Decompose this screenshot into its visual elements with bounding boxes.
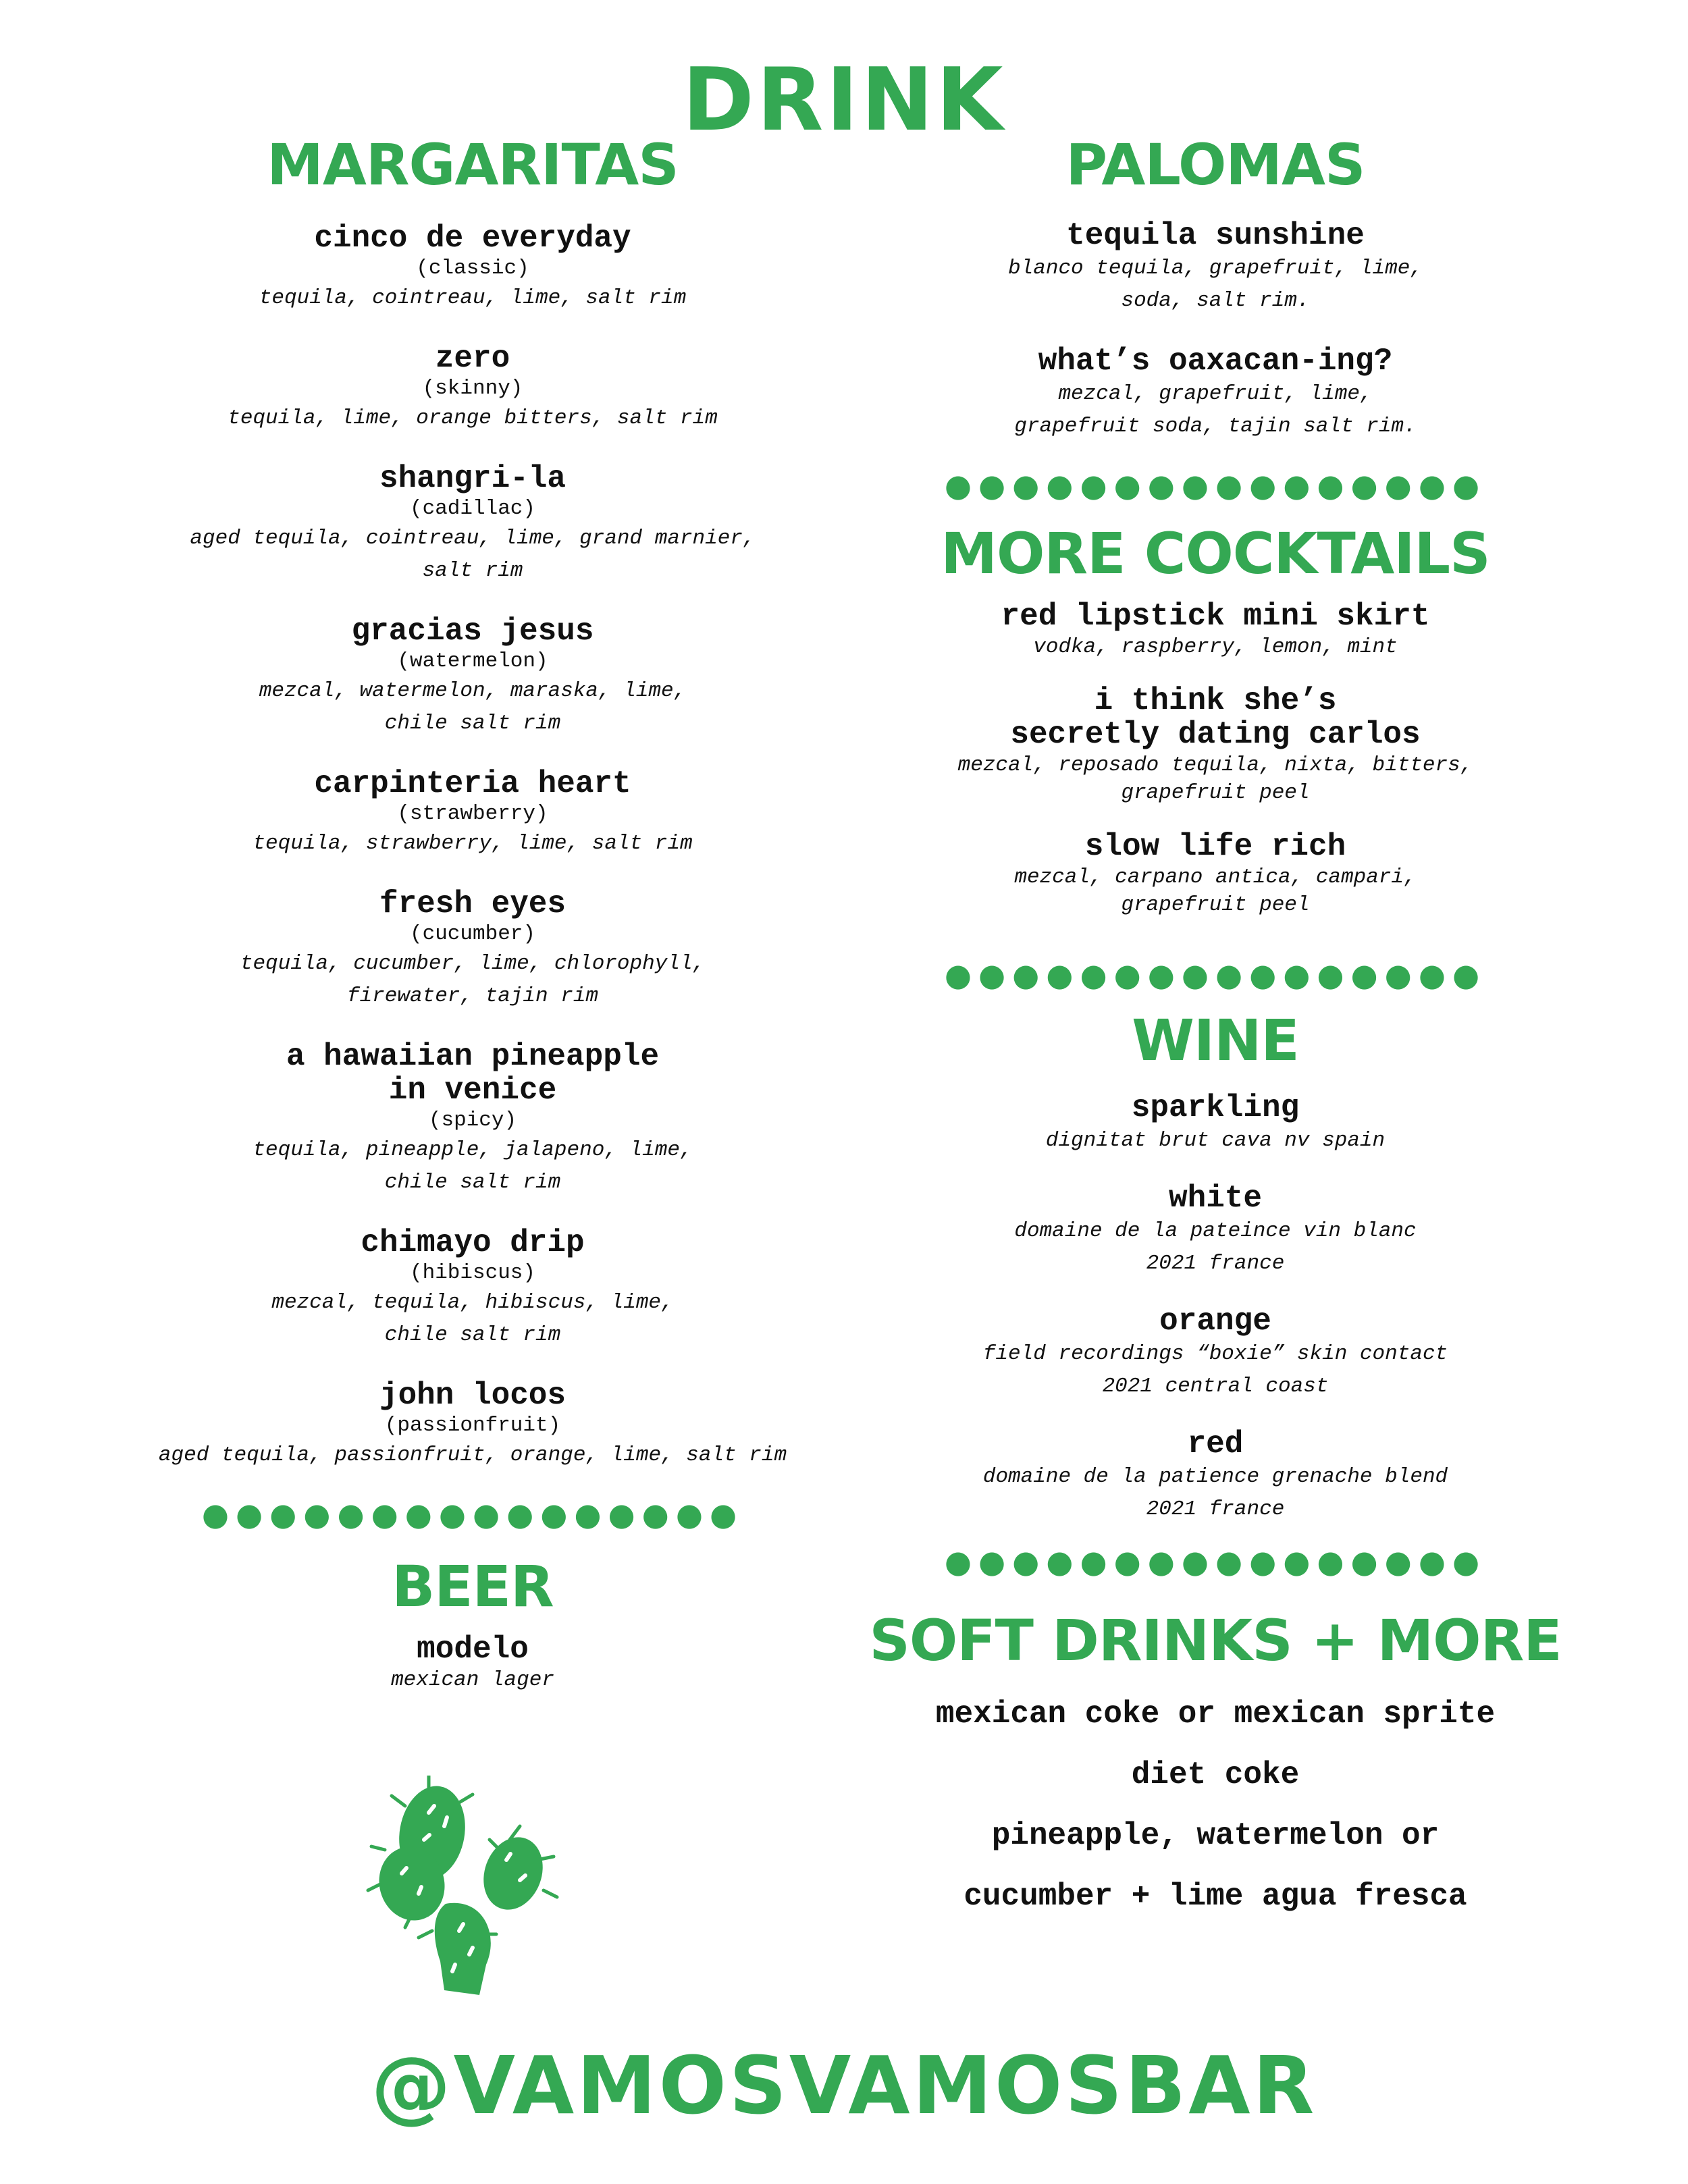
item-name: zero <box>435 341 510 377</box>
item-name: tequila sunshine <box>1066 218 1365 254</box>
paloma-item <box>837 344 1593 443</box>
item-ingredients: aged tequila, passionfruit, orange, lime, salt rim <box>158 1443 787 1468</box>
margarita-item <box>81 767 864 860</box>
soft-drink-line: pineapple, watermelon or <box>991 1817 1440 1853</box>
item-style: (watermelon) <box>397 649 548 674</box>
margarita-item <box>81 887 864 1013</box>
item-name: cinco de everyday <box>314 221 631 257</box>
item-ingredients: mezcal, grapefruit, lime, grapefruit soda, tajin salt rim. <box>1014 382 1417 439</box>
margaritas-heading: MARGARITAS <box>267 132 679 198</box>
item-name: i think she’s secretly dating carlos <box>1010 683 1421 753</box>
margarita-item <box>81 1040 864 1199</box>
margarita-item <box>81 614 864 740</box>
item-ingredients: mezcal, tequila, hibiscus, lime, chile salt rim <box>271 1291 674 1348</box>
page-title: DRINK <box>682 50 1006 151</box>
margarita-item <box>81 342 864 435</box>
dot-divider: ●●●●●●●●●●●●●●●● <box>944 467 1487 504</box>
soft-drink-line: diet coke <box>1131 1757 1300 1792</box>
footer-handle: @VAMOSVAMOSBAR <box>371 2039 1317 2132</box>
item-style: (cucumber) <box>409 922 536 947</box>
item-style: (spicy) <box>428 1109 517 1133</box>
soft-drink-line: mexican coke or mexican sprite <box>935 1696 1496 1732</box>
item-name: red <box>1187 1426 1244 1462</box>
item-name: fresh eyes <box>379 886 566 922</box>
cactus-icon <box>365 1776 560 1998</box>
dot-divider: ●●●●●●●●●●●●●●●● <box>944 1543 1487 1580</box>
item-ingredients: field recordings “boxie” skin contact 2021 central coast <box>982 1341 1448 1398</box>
margarita-item <box>81 221 864 315</box>
more-cocktails-heading: MORE COCKTAILS <box>941 521 1490 587</box>
item-name: sparkling <box>1131 1090 1300 1125</box>
right-column <box>837 132 1593 1927</box>
item-name: white <box>1168 1180 1263 1216</box>
left-column <box>81 132 864 1721</box>
wine-item <box>837 1091 1593 1157</box>
beer-heading: BEER <box>392 1553 554 1620</box>
item-ingredients: dignitat brut cava nv spain <box>1045 1128 1386 1152</box>
cocktail-item <box>837 684 1593 807</box>
soft-drinks-heading: SOFT DRINKS + MORE <box>869 1607 1562 1674</box>
item-style: (skinny) <box>422 377 523 401</box>
item-ingredients: mexican lager <box>391 1668 554 1693</box>
item-name: shangri-la <box>379 461 566 497</box>
item-ingredients: tequila, lime, orange bitters, salt rim <box>228 406 718 431</box>
item-ingredients: tequila, strawberry, lime, salt rim <box>253 832 693 856</box>
dot-divider: ●●●●●●●●●●●●●●●● <box>201 1496 744 1533</box>
item-name: carpinteria heart <box>314 766 631 802</box>
item-style: (hibiscus) <box>409 1261 536 1285</box>
item-ingredients: aged tequila, cointreau, lime, grand marnier, salt rim <box>190 527 756 583</box>
margarita-item <box>81 1226 864 1352</box>
item-ingredients: vodka, raspberry, lemon, mint <box>1033 635 1398 660</box>
dot-divider: ●●●●●●●●●●●●●●●● <box>944 957 1487 994</box>
paloma-item <box>837 219 1593 317</box>
item-ingredients: tequila, cucumber, lime, chlorophyll, firewater, tajin rim <box>240 952 706 1009</box>
wine-item <box>837 1181 1593 1280</box>
wine-item <box>837 1427 1593 1526</box>
item-ingredients: mezcal, watermelon, maraska, lime, chile salt rim <box>259 679 687 736</box>
item-name: modelo <box>417 1632 529 1668</box>
item-name: a hawaiian pineapple in venice <box>286 1039 660 1109</box>
item-ingredients: blanco tequila, grapefruit, lime, soda, salt rim. <box>1008 257 1423 313</box>
item-name: orange <box>1159 1303 1271 1339</box>
wine-item <box>837 1304 1593 1403</box>
item-ingredients: domaine de la patience grenache blend 2021 france <box>982 1464 1448 1521</box>
item-style: (classic) <box>416 257 529 281</box>
item-name: what’s oaxacan-ing? <box>1038 344 1393 379</box>
item-style: (cadillac) <box>409 497 536 521</box>
item-style: (strawberry) <box>397 802 548 826</box>
item-ingredients: domaine de la pateince vin blanc 2021 france <box>1014 1219 1417 1275</box>
beer-item <box>81 1632 864 1694</box>
margarita-item <box>81 1379 864 1472</box>
wine-heading: WINE <box>1132 1007 1299 1074</box>
soft-drink-line: cucumber + lime agua fresca <box>964 1878 1467 1914</box>
item-name: john locos <box>379 1378 566 1414</box>
item-ingredients: tequila, pineapple, jalapeno, lime, chile salt rim <box>253 1138 693 1195</box>
item-name: chimayo drip <box>361 1225 585 1261</box>
margarita-item <box>81 462 864 587</box>
item-name: gracias jesus <box>351 614 594 649</box>
item-ingredients: mezcal, carpano antica, campari, grapefruit peel <box>1014 865 1417 917</box>
item-style: (passionfruit) <box>384 1414 561 1438</box>
cocktail-item <box>837 830 1593 919</box>
item-ingredients: tequila, cointreau, lime, salt rim <box>259 286 687 311</box>
item-ingredients: mezcal, reposado tequila, nixta, bitters, grapefruit peel <box>957 753 1473 805</box>
item-name: slow life rich <box>1084 829 1346 865</box>
cocktail-item <box>837 600 1593 661</box>
palomas-heading: PALOMAS <box>1065 132 1365 198</box>
item-name: red lipstick mini skirt <box>1001 599 1430 635</box>
